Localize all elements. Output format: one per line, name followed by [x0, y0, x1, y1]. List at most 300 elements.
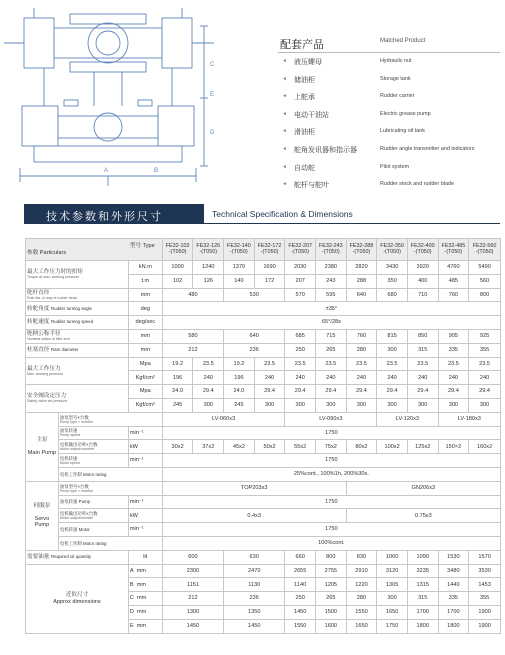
tiller-arm-label-cn: 舵柄公称半径: [27, 331, 61, 338]
servo-rating-cn: 电机工作制: [59, 540, 82, 546]
value-cell: [377, 398, 408, 412]
matched-item-cn: 液压螺母: [294, 59, 322, 66]
value-cell: [438, 385, 469, 399]
main-pump-label: [26, 412, 59, 481]
value-text: 630: [249, 554, 259, 561]
value-text: 23.5: [325, 360, 337, 367]
type-en: Type: [142, 243, 155, 250]
value-cell: [224, 261, 255, 275]
unit-cell: [128, 440, 162, 454]
ram-dia-label: [26, 343, 129, 357]
matched-item-en: Electric grease pump: [380, 110, 431, 117]
value-cell: [377, 329, 408, 343]
bullet-arrow-icon: ◄: [282, 110, 287, 117]
matched-item: [278, 53, 500, 71]
value-text: 3235: [416, 567, 429, 574]
value-text: 2755: [324, 567, 338, 574]
oil-quantity-cn: 需要油量: [27, 554, 50, 561]
value-text: 250: [295, 347, 305, 354]
value-text: 140: [234, 278, 244, 285]
value-cell: [285, 288, 316, 302]
table-row: [26, 302, 501, 316]
value-cell: [469, 385, 501, 399]
value-text: 480: [188, 291, 198, 298]
value-cell: [316, 619, 347, 633]
value-text: 172: [264, 278, 275, 285]
value-cell: [346, 564, 377, 578]
matched-item: [278, 71, 500, 89]
value-text: 29.4: [325, 388, 337, 395]
value-cell: [377, 564, 408, 578]
unit-text: kW: [129, 443, 138, 450]
value-cell: [162, 536, 500, 550]
value-text: 240: [387, 374, 397, 381]
value-cell: [162, 619, 223, 633]
value-cell: [438, 564, 469, 578]
value-text: 1453: [478, 581, 491, 588]
value-text: 5490: [478, 264, 491, 271]
value-text: 1450: [293, 609, 307, 616]
value-text: 23.5: [294, 360, 306, 367]
servo-pump-en: Servo Pump: [34, 515, 50, 528]
table-row: [26, 288, 501, 302]
value-cell: [224, 288, 285, 302]
dim-key-unit: [128, 592, 162, 606]
value-cell: [162, 605, 223, 619]
value-cell: [224, 343, 285, 357]
value-cell: [193, 385, 224, 399]
value-cell: [316, 329, 347, 343]
value-cell: [285, 605, 316, 619]
value-text: 1315: [416, 581, 429, 588]
value-cell: [224, 398, 255, 412]
value-cell: [438, 288, 469, 302]
value-text: 355: [479, 347, 490, 354]
turning-angle-en: Rudder turning angle: [50, 305, 92, 311]
value-text: 300: [387, 402, 397, 409]
value-text: 1750: [385, 623, 399, 630]
value-text: 196: [172, 374, 183, 381]
value-text: 1900: [478, 609, 491, 616]
value-cell: [224, 385, 255, 399]
header-type-particulars: [26, 239, 163, 261]
value-cell: [438, 329, 469, 343]
value-cell: [193, 274, 224, 288]
turning-speed-en: Rudder turning speed: [50, 319, 94, 325]
value-cell: [407, 619, 438, 633]
value-text: 300: [264, 402, 275, 409]
unit-text: mm: [140, 333, 150, 340]
value-cell: [162, 398, 193, 412]
value-text: 0.4x3: [247, 512, 262, 519]
value-text: 212: [188, 347, 198, 354]
value-text: 75x2: [324, 443, 337, 450]
value-cell: [224, 329, 285, 343]
dim-key: C: [129, 595, 134, 602]
value-text: 29.4: [294, 388, 306, 395]
unit-text: mm: [137, 609, 147, 616]
value-text: 100%cont.: [318, 540, 345, 547]
tiller-arm-label: [26, 329, 129, 343]
dim-key-unit: [128, 605, 162, 619]
value-text: LV-060x3: [211, 416, 236, 423]
value-text: 240: [264, 374, 275, 381]
value-cell: [469, 578, 501, 592]
model-name: FE32-172 -(T050): [257, 242, 282, 255]
value-text: 2030: [293, 264, 307, 271]
type-cn: 型号: [129, 243, 142, 250]
value-cell: [438, 412, 500, 426]
matched-item: [278, 141, 500, 159]
value-text: 570: [295, 291, 305, 298]
value-cell: [162, 302, 500, 316]
value-text: 2655: [293, 567, 307, 574]
value-text: 19.2: [233, 360, 245, 367]
unit-text: mm: [140, 347, 150, 354]
value-cell: [469, 592, 501, 606]
max-pressure-label: [26, 357, 129, 385]
pump-speed-label-en: Pump speed: [59, 433, 81, 438]
value-cell: [285, 550, 316, 564]
value-text: 1440: [447, 581, 460, 588]
unit-text: mm: [136, 623, 147, 630]
unit-cell: [128, 523, 162, 537]
value-cell: [407, 605, 438, 619]
param-cn: 参数: [27, 249, 39, 256]
value-cell: [377, 619, 408, 633]
value-text: 3920: [416, 264, 429, 271]
servo-motor-speed-label: [58, 523, 128, 537]
table-row: [26, 385, 501, 399]
value-cell: [193, 261, 224, 275]
safety-valve-label-cn: 安全阀设定压力: [27, 393, 67, 400]
value-text: 240: [418, 374, 428, 381]
value-text: 2820: [355, 264, 368, 271]
value-text: 23.5: [417, 360, 429, 367]
value-cell: [346, 481, 500, 495]
unit-text: mm: [136, 567, 147, 574]
value-text: 23.5: [356, 360, 367, 367]
value-text: 29.4: [417, 388, 429, 395]
table-row: [26, 550, 501, 564]
value-text: 1240: [202, 264, 215, 271]
unit-text: mm: [140, 291, 150, 298]
value-cell: [407, 343, 438, 357]
matched-item: [278, 88, 500, 106]
value-cell: [285, 412, 377, 426]
model-header-cell: [438, 239, 469, 261]
value-cell: [346, 509, 500, 523]
value-cell: [285, 385, 316, 399]
value-text: 760: [448, 291, 459, 298]
value-text: 265: [326, 595, 336, 602]
model-header-cell: [407, 239, 438, 261]
value-text: 2910: [355, 567, 368, 574]
tiller-arm-label-en: Nominal radius of tiller arm: [27, 337, 70, 342]
value-text: 1750: [325, 526, 338, 533]
unit-text: kN.m: [138, 264, 152, 271]
value-cell: [407, 329, 438, 343]
value-cell: [316, 398, 347, 412]
value-text: 80x2: [355, 443, 368, 450]
table-row: [26, 495, 501, 509]
matched-item: [278, 123, 500, 141]
value-text: 23.5: [264, 360, 275, 367]
matched-item-cn: 储油柜: [294, 76, 315, 84]
matched-item-cn: 舵杆与舵叶: [294, 182, 329, 190]
matched-item: [278, 176, 500, 194]
matched-item-cn: 舵角发讯器和指示器: [294, 146, 357, 154]
value-cell: [469, 398, 501, 412]
unit-text: min⁻¹: [129, 429, 144, 436]
value-text: 680: [387, 291, 397, 298]
spec-title-bar: [24, 204, 204, 224]
table-row: [26, 261, 501, 275]
unit-text: mm: [136, 581, 147, 588]
value-text: 640: [249, 333, 259, 340]
value-cell: [254, 398, 285, 412]
value-cell: [346, 578, 377, 592]
dim-label-b: B: [154, 168, 159, 174]
value-text: 245: [234, 402, 244, 409]
value-text: 1700: [416, 609, 429, 616]
unit-text: deg: [140, 305, 150, 312]
value-text: 24.0: [233, 388, 245, 395]
value-cell: [346, 329, 377, 343]
value-text: 207: [295, 278, 305, 285]
unit-cell: [128, 329, 162, 343]
value-cell: [224, 371, 255, 385]
value-cell: [254, 357, 285, 371]
value-text: 1000: [171, 264, 184, 271]
value-text: 23.5: [479, 360, 491, 367]
value-text: 400: [418, 278, 428, 285]
servo-speed-label: [58, 495, 128, 509]
value-cell: [346, 261, 377, 275]
bullet-arrow-icon: ◄: [282, 128, 287, 135]
value-text: 905: [448, 333, 459, 340]
value-cell: [407, 261, 438, 275]
value-text: 715: [326, 333, 336, 340]
motor-rating-cn: 电机工作制: [59, 471, 82, 477]
value-cell: [162, 578, 223, 592]
value-text: 19.2: [172, 360, 184, 367]
value-text: 50x2: [263, 443, 276, 450]
matched-item: [278, 159, 500, 177]
value-text: 2470: [247, 567, 261, 574]
value-cell: [346, 274, 377, 288]
value-cell: [162, 329, 223, 343]
value-text: 1350: [247, 609, 261, 616]
value-text: 30x2: [171, 443, 184, 450]
value-cell: [316, 440, 347, 454]
value-text: 350: [387, 278, 397, 285]
value-text: 29.4: [479, 388, 491, 395]
table-row: [26, 509, 501, 523]
dim-key: B: [129, 581, 134, 588]
matched-item-en: Pilot system: [380, 163, 410, 170]
dim-label-d: D: [210, 130, 215, 136]
value-cell: [377, 440, 408, 454]
servo-rating-label: [58, 536, 162, 550]
value-text: LV-090x3: [319, 416, 343, 423]
motor-rating-en: Motor rating: [83, 471, 107, 477]
value-text: 29.4: [386, 388, 398, 395]
value-cell: [285, 343, 316, 357]
value-text: 29.4: [264, 388, 275, 395]
ram-dia-en: Ram diameter: [50, 347, 79, 353]
value-cell: [162, 550, 223, 564]
value-cell: [407, 550, 438, 564]
value-cell: [469, 288, 501, 302]
motor-output-label: [58, 440, 128, 454]
model-header-cell: [316, 239, 347, 261]
dim-label-c: C: [210, 62, 215, 68]
dim-key-unit: [128, 564, 162, 578]
unit-cell: [128, 274, 162, 288]
value-cell: [377, 343, 408, 357]
pump-type-label: [58, 412, 162, 426]
value-text: 240: [203, 374, 213, 381]
value-cell: [377, 412, 438, 426]
value-text: 315: [418, 347, 428, 354]
value-text: 236: [249, 595, 259, 602]
value-text: 1690: [263, 264, 276, 271]
unit-cell: [128, 454, 162, 468]
value-cell: [285, 371, 316, 385]
ram-dia-cn: 柱塞直径: [27, 347, 50, 354]
value-cell: [346, 385, 377, 399]
value-text: 560: [479, 278, 490, 285]
value-text: 23.5: [447, 360, 459, 367]
value-text: 300: [295, 402, 305, 409]
value-text: 265: [326, 347, 336, 354]
value-cell: [438, 261, 469, 275]
value-text: 23.5: [386, 360, 398, 367]
value-text: LV-180x3: [457, 416, 481, 423]
dim-key: E: [129, 623, 134, 630]
model-name: FE32-560 -(T050): [472, 242, 497, 255]
value-cell: [438, 274, 469, 288]
dim-key: D: [129, 609, 134, 616]
unit-text: mm: [137, 595, 147, 602]
value-cell: [285, 440, 316, 454]
model-name: FE32-400 -(T050): [410, 242, 435, 255]
value-cell: [224, 274, 255, 288]
value-text: 660: [295, 554, 305, 561]
value-cell: [224, 440, 255, 454]
value-text: ±35°: [325, 305, 338, 312]
value-cell: [469, 440, 501, 454]
servo-rating-en: Motor rating: [83, 540, 107, 546]
unit-text: Kgf/cm²: [135, 402, 155, 409]
value-text: 65°/28s: [321, 319, 341, 326]
motor-speed-label-cn: 电机转速: [59, 455, 78, 461]
value-cell: [469, 261, 501, 275]
value-cell: [438, 592, 469, 606]
value-cell: [162, 426, 500, 440]
table-row: [26, 412, 501, 426]
value-text: 1090: [416, 554, 429, 561]
value-text: 300: [203, 402, 213, 409]
servo-type-label-en: Pump type × number: [59, 488, 94, 493]
unit-text: Mpa: [139, 388, 151, 395]
value-text: 37x2: [202, 443, 215, 450]
value-cell: [162, 454, 500, 468]
value-cell: [316, 564, 347, 578]
value-cell: [346, 398, 377, 412]
model-header-cell: [346, 239, 377, 261]
value-text: 1750: [325, 429, 338, 436]
value-cell: [162, 288, 223, 302]
unit-cell: [128, 371, 162, 385]
value-cell: [224, 592, 285, 606]
value-text: 196: [234, 374, 244, 381]
value-text: 1530: [447, 554, 460, 561]
servo-output-label-cn: 电机输出功率×台数: [59, 511, 98, 517]
value-text: 710: [418, 291, 428, 298]
unit-text: lit: [143, 554, 148, 561]
value-text: 300: [356, 402, 367, 409]
value-text: 240: [479, 374, 490, 381]
value-cell: [285, 564, 316, 578]
value-cell: [377, 605, 408, 619]
value-text: 1370: [232, 264, 246, 271]
value-text: 1800: [447, 623, 460, 630]
rudder-dia-label: [26, 288, 129, 302]
value-text: 850: [418, 333, 428, 340]
matched-item-cn: 自动舵: [294, 164, 315, 172]
spec-table-wrap: [25, 238, 501, 648]
value-text: 1750: [325, 498, 338, 505]
value-cell: [316, 288, 347, 302]
value-cell: [316, 343, 347, 357]
table-row: [26, 481, 501, 495]
model-name: FE32-243 -(T050): [318, 242, 343, 255]
value-cell: [377, 578, 408, 592]
value-text: 300: [387, 595, 397, 602]
unit-cell: [128, 385, 162, 399]
value-text: 300: [418, 402, 428, 409]
value-text: 160x2: [476, 443, 493, 450]
unit-cell: [128, 343, 162, 357]
value-cell: [193, 440, 224, 454]
value-text: 355: [479, 595, 490, 602]
value-cell: [224, 578, 285, 592]
value-text: TOP203x3: [240, 485, 268, 492]
value-cell: [162, 343, 223, 357]
value-cell: [162, 385, 193, 399]
torque-label-en: Torque at max. working pressure: [27, 275, 80, 280]
value-cell: [193, 357, 224, 371]
unit-cell: [128, 509, 162, 523]
table-row: [26, 329, 501, 343]
rudder-dia-label-cn: 舵杆直径: [27, 289, 50, 296]
unit-text: kW: [129, 512, 138, 519]
value-cell: [377, 385, 408, 399]
value-cell: [438, 357, 469, 371]
value-cell: [162, 509, 346, 523]
turning-speed-cn: 转舵速度: [27, 319, 50, 326]
value-text: 1140: [294, 581, 307, 588]
servo-pump-cn: 伺服泵: [33, 503, 51, 510]
unit-text: deg/sec: [135, 319, 156, 326]
value-cell: [316, 578, 347, 592]
model-name: FE32-288 -(T050): [349, 242, 374, 255]
value-cell: [377, 371, 408, 385]
value-text: 4760: [447, 264, 460, 271]
value-text: 800: [326, 554, 336, 561]
